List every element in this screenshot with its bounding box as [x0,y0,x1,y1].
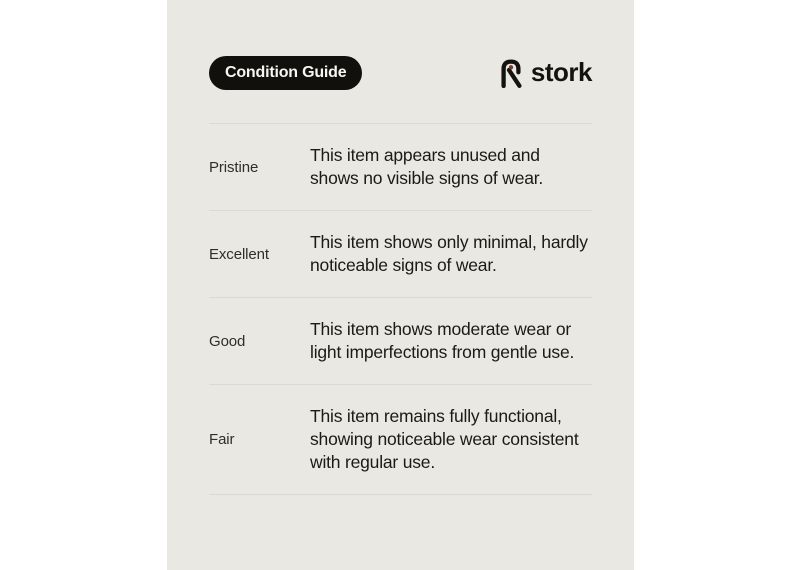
condition-row [209,123,592,210]
condition-row [209,384,592,494]
stork-logo-icon [498,58,524,88]
condition-label: Good [209,332,246,350]
condition-guide-badge-label: Condition Guide [225,64,347,81]
brand-name: stork [530,57,592,87]
condition-table [209,123,592,495]
condition-description: This item shows moderate wear or light imperfections from gentle use. [310,319,575,362]
condition-guide-badge [209,56,362,90]
brand-logo [498,58,592,88]
condition-label: Pristine [209,158,259,176]
condition-description: This item appears unused and shows no visible signs of wear. [310,145,544,188]
panel-header [209,56,592,90]
condition-row [209,210,592,297]
condition-guide-panel [167,0,634,570]
condition-row [209,297,592,384]
logo-dot [509,65,513,69]
condition-description: This item remains fully functional, showing noticeable wear consistent with regular use. [310,406,579,472]
condition-label: Excellent [209,245,269,263]
condition-label: Fair [209,431,235,448]
condition-description: This item shows only minimal, hardly noticeable signs of wear. [310,232,588,275]
